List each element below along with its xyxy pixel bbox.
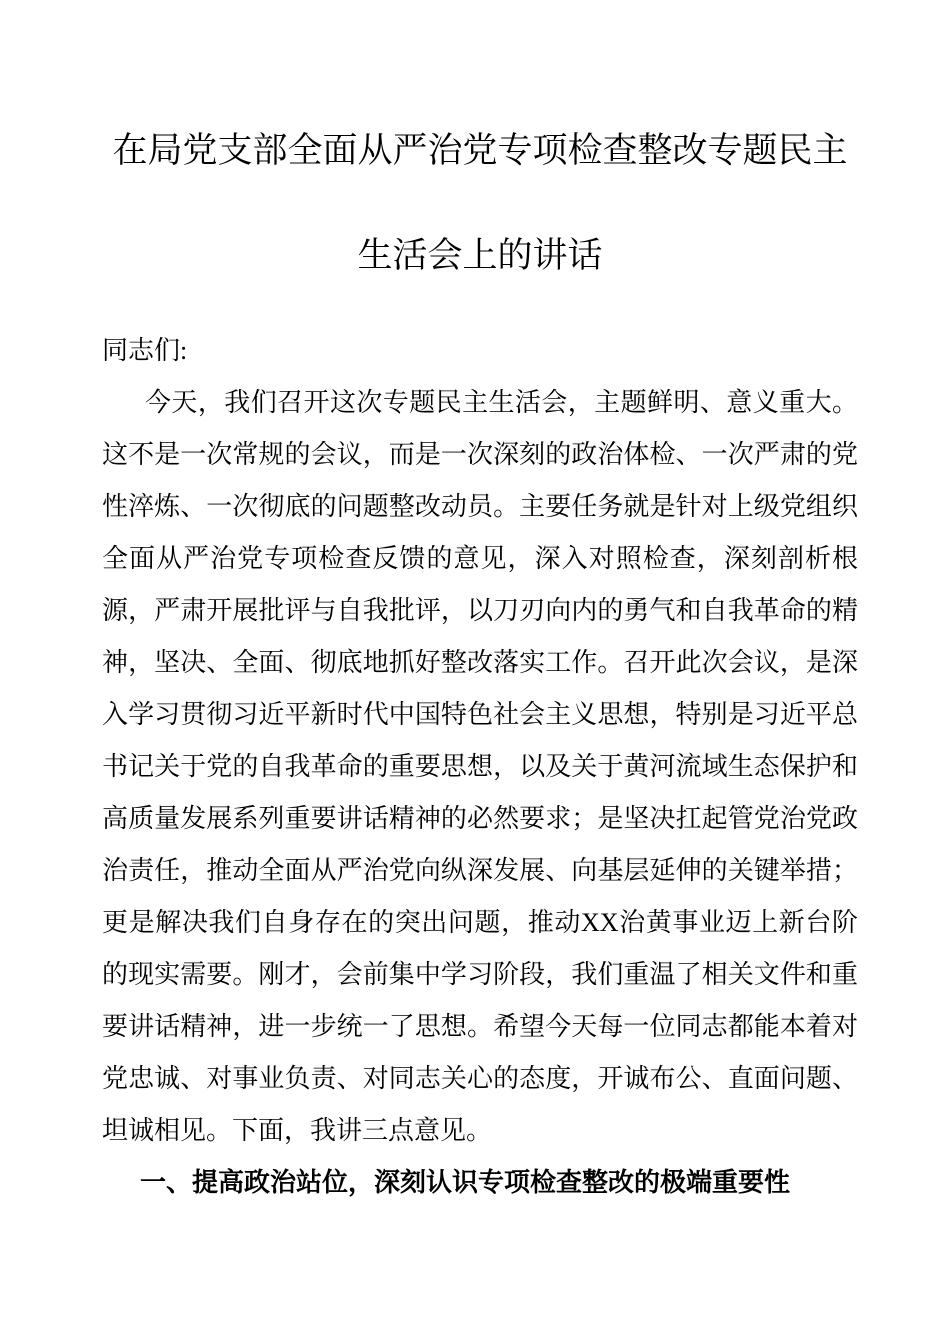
document-title-line-2: 生活会上的讲话 <box>357 236 603 275</box>
salutation: 同志们: <box>102 336 188 365</box>
body-paragraph: 今天，我们召开这次专题民主生活会，主题鲜明、意义重大。这不是一次常规的会议，而是一次深刻的政治体检、一次严肃的党性淬炼、一次彻底的问题整改动员。主要任务就是针对上级党组织全面从严治党专项检查反馈的意见，深入对照检查，深刻剖析根源，严肃开展批评与自我批评，以刀刃向内的勇气和自我革命的精神，坚决、全面、彻底地抓好整改落实工作。召开此次会议，是深入学习贯彻习近平新时代中国特色社会主义思想，特别是习近平总书记关于党的自我革命的重要思想，以及关于黄河流域生态保护和高质量发展系列重要讲话精神的必然要求；是坚决扛起管党治党政治责任，推动全面从严治党向纵深发展、向基层延伸的关键举措；更是解决我们自身存在的突出问题，推动XX治黄事业迈上新台阶的现实需要。刚才，会前集中学习阶段，我们重温了相关文件和重要讲话精神，进一步统一了思想。希望今天每一位同志都能本着对党忠诚、对事业负责、对同志关心的态度，开诚布公、直面问题、坦诚相见。下面，我讲三点意见。 <box>102 388 858 1145</box>
document-body <box>102 325 858 1209</box>
document-title <box>102 98 858 308</box>
document-title-line-1: 在局党支部全面从严治党专项检查整改专题民主 <box>112 131 848 170</box>
section-heading-1: 一、提高政治站位，深刻认识专项检查整改的极端重要性 <box>140 1168 791 1197</box>
